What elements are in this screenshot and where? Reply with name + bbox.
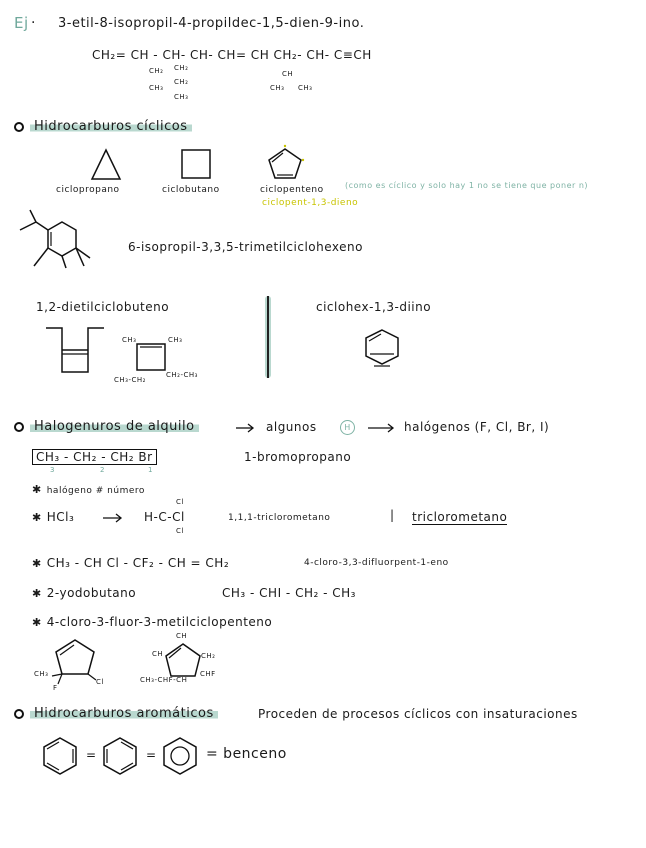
cyclopropane-shape [92,150,120,179]
aromatic-description: Proceden de procesos cíclicos con insaturaciones [258,707,578,721]
halides-some: algunos [266,420,317,434]
difluoropentene-formula: ✱ CH₃ - CH Cl - CF₂ - CH = CH₂ [32,556,230,570]
ring-b-ch: CH [152,650,164,658]
cb-ch3-left: CH₃ [122,336,137,344]
ring-b-ch2: CH₂ [201,652,216,660]
bullet-icon [14,422,24,432]
cyclobutane-shape [182,150,210,178]
label-cyclopropane: ciclopropano [56,185,120,195]
circled-h-icon: H [340,420,355,435]
branch-ch2-a: CH₂ [149,67,164,75]
chlorofluoro-cyclopentene-a [56,640,94,674]
branch-ch3-c: CH₃ [270,84,285,92]
branch-ch3-a: CH₃ [149,84,164,92]
equals-sign-1: = [86,748,97,762]
naming-rule: ✱ halógeno # número [32,483,145,496]
bromopropane-formula: CH₃ - CH₂ - CH₂ Br [32,450,157,464]
ej-dot: · [31,15,36,31]
compound-trimethylcyclohexene: 6-isopropil-3,3,5-trimetilciclohexeno [128,240,363,254]
cb-ethyl-left: CH₃-CH₂ [114,376,146,384]
difluoropentene-name: 4-cloro-3,3-difluorpent-1-eno [304,558,449,568]
diethylcyclobutene-condensed [137,344,165,370]
halogens-list: halógenos (F, Cl, Br, I) [404,420,550,434]
bullet-icon [14,709,24,719]
benzene-kekule-a [44,738,76,774]
cyclic-heading: Hidrocarburos cíclicos [14,119,192,134]
iodobutane-formula: CH₃ - CHI - CH₂ - CH₃ [222,586,356,600]
cl-top: Cl [176,498,184,506]
benzene-name: = benceno [206,746,287,762]
iodobutane-name: ✱ 2-yodobutano [32,586,137,600]
aromatic-heading: Hidrocarburos aromáticos [14,706,218,721]
carbon-number-1: 1 [148,466,153,474]
trimethylcyclohexene-shape [48,222,76,256]
column-divider [265,296,271,378]
equals-sign-2: = [146,748,157,762]
ring-b-top: CH [176,632,188,640]
compound-diethylcyclobutene: 1,2-dietilciclobuteno [36,300,170,314]
trichloromethane-alt: triclorometano [412,510,508,524]
branch-ch3-b: CH₃ [174,93,189,101]
cb-ethyl-right: CH₂-CH₃ [166,371,198,379]
compound-cyclohexadiyne: ciclohex-1,3-diino [316,300,432,314]
carbon-number-2: 2 [100,466,105,474]
trichloromethane-formula: ✱ HCl₃ [32,510,75,524]
branch-ch3-d: CH₃ [298,84,313,92]
ring-b-chf: CHF [200,670,216,678]
ring-b-side: CH₃-CHF-CH [140,676,188,684]
separator-bar: | [390,508,395,522]
branch-ch: CH [282,70,294,78]
chlorofluoro-cyclopentene-b [166,644,200,676]
halides-heading: Halogenuros de alquilo [14,419,199,434]
ring-a-f: F [53,684,58,692]
compound-title: 3-etil-8-isopropil-4-propildec-1,5-dien-9-ino. [58,16,365,31]
ring-a-cl: Cl [96,678,104,686]
branch-ch2-c: CH₂ [174,78,189,86]
trichloromethane-structure: H-C-Cl [144,510,185,524]
bromopropane-name: 1-bromopropano [244,450,352,464]
cyclopentene-shape [269,149,301,178]
cyclopentene-alt-name: ciclopent-1,3-dieno [262,198,359,208]
cl-bottom: Cl [176,527,184,535]
benzene-circle-form [164,738,196,774]
cb-ch3-right: CH₃ [168,336,183,344]
main-chain-formula: CH₂= CH - CH- CH- CH= CH CH₂- CH- C≡CH [92,48,372,62]
carbon-number-3: 3 [50,466,55,474]
cyclohexadiyne-shape [366,330,398,364]
benzene-kekule-b [104,738,136,774]
chlorofluoromethylcyclopentene-name: ✱ 4-cloro-3-fluor-3-metilciclopenteno [32,615,273,629]
label-cyclopentene: ciclopenteno [260,185,324,195]
trichloromethane-name: 1,1,1-triclorometano [228,513,331,523]
ring-a-ch3: CH₃ [34,670,49,678]
example-label: Ej [14,14,29,32]
cyclopentene-note: (como es cíclico y solo hay 1 no se tiene que poner n) [345,181,589,190]
branch-ch2-b: CH₂ [174,64,189,72]
label-cyclobutane: ciclobutano [162,185,220,195]
